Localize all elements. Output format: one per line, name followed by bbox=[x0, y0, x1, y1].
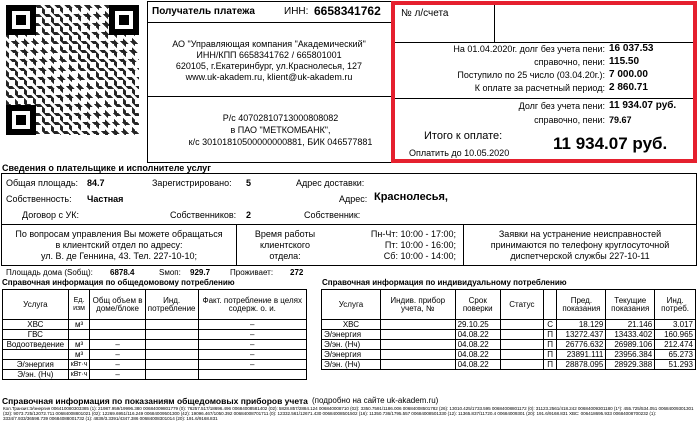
table-cell: 13433.402 bbox=[606, 330, 655, 340]
table-row bbox=[3, 320, 307, 330]
contract-label: Договор с УК: bbox=[22, 210, 79, 220]
table-cell: 21.146 bbox=[606, 320, 655, 330]
table-cell: 04.08.22 bbox=[455, 360, 500, 370]
registered-value: 5 bbox=[246, 178, 252, 188]
table-cell: 23891.111 bbox=[557, 350, 606, 360]
owners-value: 2 bbox=[246, 210, 252, 220]
account-number-label: № л/счета bbox=[401, 8, 449, 19]
table-cell bbox=[198, 370, 307, 380]
table-cell: 28929.388 bbox=[606, 360, 655, 370]
table-cell: ГВС bbox=[3, 330, 69, 340]
table-cell bbox=[380, 330, 455, 340]
table-cell bbox=[145, 360, 198, 370]
common-consumption-table bbox=[2, 289, 307, 380]
table-cell: 29.10.25 bbox=[455, 320, 500, 330]
corr-account: к/с 30101810500000000881, БИК 046577881 bbox=[188, 137, 373, 147]
table-cell bbox=[145, 370, 198, 380]
table-cell: кВт·ч bbox=[68, 370, 90, 380]
table-cell: кВт·ч bbox=[68, 360, 90, 370]
common-table-title: Справочная информация по общедомовому потреблению bbox=[2, 278, 235, 287]
table-cell: 18.129 bbox=[557, 320, 606, 330]
office-info bbox=[2, 229, 236, 262]
table-cell bbox=[500, 360, 543, 370]
area-value: 84.7 bbox=[87, 178, 105, 188]
bank-details bbox=[170, 112, 391, 148]
table-cell bbox=[68, 330, 90, 340]
hours-schedule bbox=[330, 229, 456, 262]
table-cell: – bbox=[198, 360, 307, 370]
ownership-value: Частная bbox=[87, 194, 124, 204]
payer-section-title: Сведения о плательщике и исполнителе услуг bbox=[2, 163, 211, 173]
due-date: Оплатить до 10.05.2020 bbox=[409, 148, 510, 158]
table-cell: 04.08.22 bbox=[455, 330, 500, 340]
table-cell bbox=[500, 340, 543, 350]
table-cell: Водоотведение bbox=[3, 340, 69, 350]
hours-line: Сб: 10:00 - 14:00; bbox=[383, 251, 456, 261]
hours-label bbox=[240, 229, 330, 262]
table-cell bbox=[90, 330, 145, 340]
table-cell: П bbox=[543, 330, 557, 340]
requests-info bbox=[464, 229, 696, 262]
table-cell bbox=[500, 350, 543, 360]
total-amount: 11 934.07 руб. bbox=[553, 134, 668, 153]
owner-label: Собственник: bbox=[304, 210, 361, 220]
hours-label-line: клиентского bbox=[260, 240, 310, 250]
col-header: Статус bbox=[500, 290, 543, 320]
table-cell: – bbox=[90, 340, 145, 350]
table-cell: ХВС bbox=[3, 320, 69, 330]
table-row bbox=[322, 320, 696, 330]
col-header: Услуга bbox=[3, 290, 69, 320]
table-cell: – bbox=[90, 350, 145, 360]
inn-kpp: ИНН/КПП 6658341762 / 665801001 bbox=[196, 50, 342, 60]
meters-title: Справочная информация по показаниям общедомовых приборов учета bbox=[2, 396, 308, 406]
table-cell bbox=[380, 340, 455, 350]
table-cell bbox=[380, 350, 455, 360]
table-cell bbox=[145, 330, 198, 340]
requests-line: Заявки на устранение неисправностей bbox=[498, 229, 662, 239]
table-cell: м³ bbox=[68, 320, 90, 330]
col-header: Инд. потреб. bbox=[655, 290, 696, 320]
penalty-value: 115.50 bbox=[609, 56, 640, 67]
table-cell: ХВС bbox=[322, 320, 381, 330]
table-row bbox=[3, 350, 307, 360]
table-cell: – bbox=[198, 330, 307, 340]
hours-line: Пн-Чт: 10:00 - 17:00; bbox=[370, 229, 456, 239]
period-charge-value: 2 860.71 bbox=[609, 82, 648, 93]
recipient-details bbox=[147, 39, 391, 83]
table-row bbox=[3, 360, 307, 370]
table-cell: 160.965 bbox=[655, 330, 696, 340]
table-cell: м³ bbox=[68, 350, 90, 360]
bank-account: Р/с 40702810713000808082 bbox=[222, 113, 339, 123]
residents-value: 272 bbox=[290, 268, 304, 277]
org-contacts: www.uk-akadem.ru, klient@uk-akadem.ru bbox=[185, 72, 353, 82]
table-cell: 212.474 bbox=[655, 340, 696, 350]
table-cell: Э/эн. (Нч) bbox=[322, 340, 381, 350]
col-header: Текущие показания bbox=[606, 290, 655, 320]
delivery-label: Адрес доставки: bbox=[296, 178, 365, 188]
table-cell bbox=[380, 360, 455, 370]
table-row bbox=[322, 340, 696, 350]
registered-label: Зарегистрировано: bbox=[152, 178, 232, 188]
office-line: По вопросам управления Вы можете обращаться bbox=[15, 229, 223, 239]
inn-value: 6658341762 bbox=[314, 4, 381, 18]
org-name: АО "Управляющая компания "Академический" bbox=[172, 39, 366, 49]
debt-label: Долг без учета пени: bbox=[518, 101, 605, 111]
table-cell: 23956.384 bbox=[606, 350, 655, 360]
meters-note: (подробно на сайте uk-akadem.ru) bbox=[312, 396, 439, 405]
table-cell bbox=[500, 330, 543, 340]
table-row bbox=[3, 330, 307, 340]
table-row bbox=[322, 360, 696, 370]
table-cell: 04.08.22 bbox=[455, 340, 500, 350]
table-cell: Э/энергия bbox=[322, 350, 381, 360]
table-cell bbox=[90, 320, 145, 330]
area-label: Общая площадь: bbox=[6, 178, 79, 188]
office-line: ул. В. де Геннина, 43. Тел. 227-10-10; bbox=[40, 251, 198, 261]
table-cell bbox=[145, 320, 198, 330]
debt-penalty-value: 79.67 bbox=[609, 115, 632, 125]
table-cell bbox=[3, 350, 69, 360]
meters-fine-print: Кол.Транзит.Э/энергия 006410080303385 (1): 21987.959/19996.380 00684009801779 (0): 76257.517/18696.496 00684008581402 (02): 5828.857/2884.124 006840008710 (02): 3350.7591/1186.006 00684008501782 (26): 13010.425/1733.595 00684008801172 (0): 31123.2561/418.242 00684009301180 (1*): 455.725/534.051 00684009301301 (32): 9073.725/12072.711 00684008801021 (02): 12269.6951/116.249 00684009501300 (42): 19096.467/1050.392 00684008701711 (0): 12332.561/12671.430 00684008501502 (16): 11350.736/1795.557 00684008501330 (12): 11365.837/11720.4 00684009301 (20): 191.6/9168.831 ХВС: 006418695.933 00684008700232 (1): 3334/7.933/36598.739 00684088001732 (1): 4839/3.3391/4347.386 00684008301014 (20): 191.6/9168.831 bbox=[3, 406, 694, 422]
col-header: Срок поверки bbox=[455, 290, 500, 320]
table-cell bbox=[145, 350, 198, 360]
balance-label: На 01.04.2020г. долг без учета пени: bbox=[453, 44, 605, 54]
table-cell: 26989.106 bbox=[606, 340, 655, 350]
table-cell: 28878.095 bbox=[557, 360, 606, 370]
table-cell: – bbox=[198, 320, 307, 330]
balance-value: 16 037.53 bbox=[609, 43, 654, 54]
penalty-label: справочно, пени: bbox=[534, 57, 605, 67]
table-cell: – bbox=[198, 350, 307, 360]
period-charge-label: К оплате за расчетный период: bbox=[474, 83, 605, 93]
bank-name: в ПАО "МЕТКОМБАНК", bbox=[230, 125, 331, 135]
residents-label: Проживает: bbox=[230, 268, 274, 277]
hours-line: Пт: 10:00 - 16:00; bbox=[384, 240, 456, 250]
org-address: 620105, г.Екатеринбург, ул.Краснолесья, 127 bbox=[175, 61, 363, 71]
table-cell: Э/эн. (Нч) bbox=[322, 360, 381, 370]
individual-table-title: Справочная информация по индивидуальному потреблению bbox=[322, 278, 567, 287]
table-cell: Э/энергия bbox=[322, 330, 381, 340]
col-header: Услуга bbox=[322, 290, 381, 320]
owners-label: Собственников: bbox=[170, 210, 237, 220]
debt-value: 11 934.07 руб. bbox=[609, 100, 677, 111]
col-header: Пред. показания bbox=[557, 290, 606, 320]
col-header: Факт. потребление в целях содерж. о. и. bbox=[198, 290, 307, 320]
table-cell: П bbox=[543, 360, 557, 370]
table-cell: Э/эн. (Нч) bbox=[3, 370, 69, 380]
table-cell: – bbox=[90, 370, 145, 380]
col-header: Инд. потребление bbox=[145, 290, 198, 320]
address-value: Краснолесья, bbox=[374, 191, 448, 203]
hours-label-line: отдела: bbox=[269, 251, 301, 261]
table-row bbox=[3, 340, 307, 350]
address-label: Адрес: bbox=[339, 194, 368, 204]
table-row bbox=[322, 350, 696, 360]
table-cell: 04.08.22 bbox=[455, 350, 500, 360]
requests-line: принимаются по телефону круглосуточной bbox=[490, 240, 670, 250]
office-line: в клиентский отдел по адресу: bbox=[55, 240, 183, 250]
table-cell bbox=[145, 340, 198, 350]
table-cell bbox=[500, 320, 543, 330]
col-header bbox=[543, 290, 557, 320]
col-header: Индив. прибор учета, № bbox=[380, 290, 455, 320]
table-cell: м³ bbox=[68, 340, 90, 350]
table-cell: Э/энергия bbox=[3, 360, 69, 370]
total-label: Итого к оплате: bbox=[424, 130, 503, 142]
received-value: 7 000.00 bbox=[609, 69, 648, 80]
recipient-label: Получатель платежа bbox=[152, 6, 255, 17]
ownership-label: Собственность: bbox=[6, 194, 72, 204]
house-area-value: 6878.4 bbox=[110, 268, 135, 277]
table-cell bbox=[380, 320, 455, 330]
requests-line: диспетчерской службы 227-10-11 bbox=[510, 251, 650, 261]
table-cell: 26776.632 bbox=[557, 340, 606, 350]
table-cell: 13272.437 bbox=[557, 330, 606, 340]
col-header: Общ объем в доме/блоке bbox=[90, 290, 145, 320]
highlight-frame bbox=[391, 1, 697, 163]
received-label: Поступило по 25 число (03.04.20г.): bbox=[457, 70, 605, 80]
table-cell: 3.017 bbox=[655, 320, 696, 330]
house-area-label: Площадь дома (Sобщ): bbox=[6, 268, 93, 277]
table-cell: С bbox=[543, 320, 557, 330]
smop-value: 929.7 bbox=[190, 268, 211, 277]
hours-label-line: Время работы bbox=[254, 229, 316, 239]
table-row bbox=[322, 330, 696, 340]
table-cell: – bbox=[90, 360, 145, 370]
table-cell: 51.293 bbox=[655, 360, 696, 370]
inn-label: ИНН: bbox=[284, 6, 309, 17]
smop-label: Sмоп: bbox=[159, 268, 181, 277]
table-row bbox=[3, 370, 307, 380]
table-cell: – bbox=[198, 340, 307, 350]
debt-penalty-label: справочно, пени: bbox=[534, 115, 605, 125]
individual-consumption-table bbox=[321, 289, 696, 370]
table-cell: 65.273 bbox=[655, 350, 696, 360]
table-cell: П bbox=[543, 340, 557, 350]
col-header: Ед. изм bbox=[68, 290, 90, 320]
table-cell: П bbox=[543, 350, 557, 360]
